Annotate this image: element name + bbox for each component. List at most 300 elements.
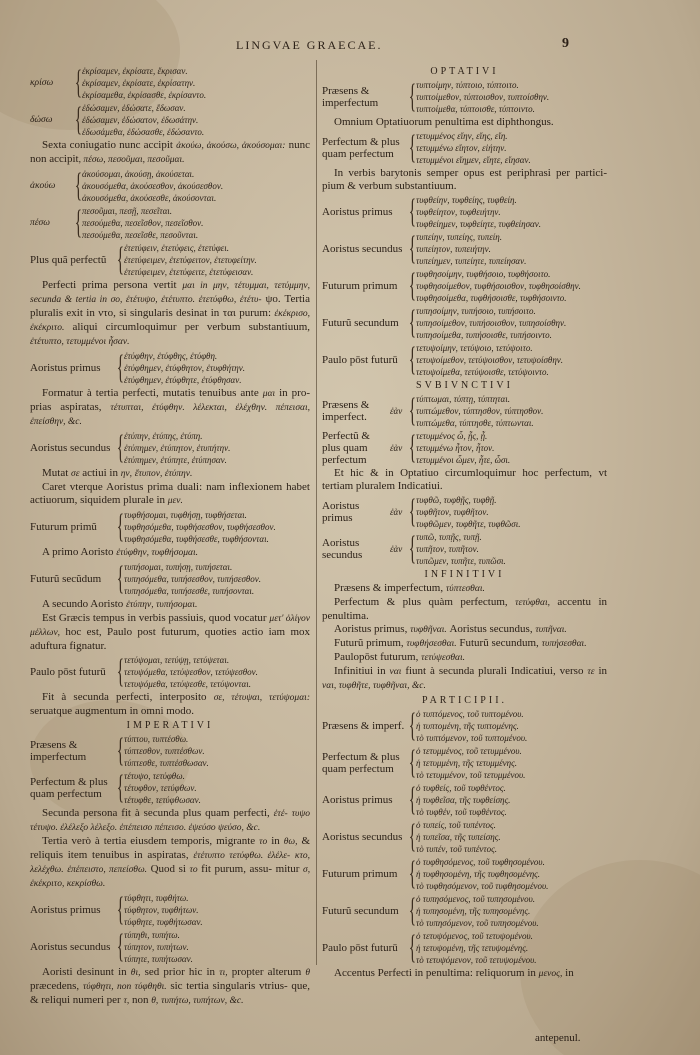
greek-text: τε [587, 667, 595, 677]
paradigm-label: Plus quã perfectũ [30, 254, 107, 266]
form-line: τυφθησόμεθα, τυφθήσεσθε, τυφθήσονται. [124, 534, 269, 544]
text: Perfectum & plus quàm perfectum, [334, 596, 508, 608]
text: Formatur à tertia perfecti, mutatis tenuibus ante [42, 387, 259, 399]
paradigm-forms [82, 168, 310, 204]
greek-text: το [189, 865, 198, 875]
text: prias aspiratas, [30, 401, 102, 413]
form-line: τύπτωμαι, τύπτῃ, τύπτηται. [416, 394, 510, 404]
form-line: ἡ τετυψομένη, τῆς τετυψομένης. [416, 943, 529, 953]
right-column [322, 64, 607, 981]
form-line: τὸ τυφθησόμενον, τοῦ τυφθησομένου. [416, 881, 549, 891]
text: In verbis barytonis semper opus est periphrasi per partici- [334, 167, 607, 179]
paragraph [30, 467, 310, 481]
text: Aoristus primus, [334, 623, 408, 635]
paradigm-label: Paulo pōst futurū [322, 354, 398, 366]
form-line: τυπείημεν, τυπείητε, τυπείησαν. [416, 256, 527, 266]
text: que, & reliqui numeri per [30, 980, 311, 1006]
form-line: ἐκρίσαμεν, ἐκρίσατε, ἐκρίσατην. [82, 78, 196, 88]
text: Futurũ secundum, [459, 637, 539, 649]
form-line: τυφθείημεν, τυφθείητε, τυφθείησαν. [416, 219, 542, 229]
form-line: τετυμμένος ὦ, ᾖς, ᾖ. [416, 431, 488, 441]
form-line: τυπῶμεν, τυπῆτε, τυπῶσι. [416, 556, 506, 566]
paradigm-imperative-aorist-1 [30, 892, 310, 928]
greek-text: ἐπείσθην, &c. [30, 417, 82, 427]
greek-text: secunda & tertia in σο, ἐτέτυψο, ἐτέτυπτο. ἐτετύφθω, ἐτέτυ- [30, 295, 262, 305]
form-line: τὸ τετυμμένον, τοῦ τετυμμένου. [416, 770, 526, 780]
paradigm-label: Præsens & imperfectum [322, 85, 379, 109]
text: in pro- [279, 387, 311, 399]
form-line: ἐδώσαμεν, ἐδώσατε, ἔδωσαν. [82, 103, 186, 113]
form-line: ἐτύφθην, ἐτύφθης, ἐτύφθη. [124, 351, 218, 361]
form-line: ἐκρίσαμεν, ἐκρίσατε, ἔκρισαν. [82, 66, 188, 76]
paragraph [30, 481, 310, 508]
form-line: τυφθείητον, τυφθειήτην. [416, 207, 501, 217]
greek-text: μαι in μην, τέτυμμαι, τετύμμην, [182, 281, 310, 291]
paradigm-forms [416, 930, 607, 966]
text: Est Græcis tempus in verbis passiuis, quod vocatur [42, 612, 267, 624]
form-line: τυπείητον, τυπειήτην. [416, 244, 491, 254]
form-line: τύπητε, τυπήτωσαν. [124, 954, 193, 964]
form-line: τέτυφθον, τετύφθων. [124, 783, 197, 793]
paradigm-forms [416, 79, 607, 115]
greek-text: ἐπέπειστο, πεπείσθω. [67, 865, 148, 875]
paradigm-optative-future-1 [322, 268, 607, 304]
paragraph [322, 967, 607, 981]
text: actiui in [82, 467, 118, 479]
paradigm-subjunctive-present [322, 393, 607, 429]
paradigm-optative-paulo-post [322, 342, 607, 378]
brace-icon: { [408, 267, 417, 304]
form-line: ἐτύφθημεν, ἐτύφθητον, ἐτυφθήτην. [124, 363, 245, 373]
particle-ean: ἐὰν [390, 443, 403, 453]
paradigm-forms [124, 892, 310, 928]
form-line: τετυψόμεθα, τετύψεσθον, τετύψεσθον. [124, 667, 258, 677]
text: Infinitiui in [334, 665, 386, 677]
brace-icon: { [408, 129, 417, 166]
paradigm-forms [416, 708, 607, 744]
greek-text: τυφθήσεσθαι. [406, 639, 457, 649]
paragraph [30, 691, 310, 718]
form-line: τυφθησοίμεθον, τυφθήσοισθον, τυφθησοίσθην. [416, 281, 581, 291]
text: & reliquis item tenuibus in aspiratas, [30, 835, 311, 861]
greek-text: θ, [151, 996, 159, 1006]
form-line: ἡ τυφθησομένη, τῆς τυφθησομένης. [416, 869, 541, 879]
form-line: ἐτύπημεν, ἐτύπητον, ἐτυπήτην. [124, 443, 231, 453]
brace-icon: { [408, 818, 417, 855]
paradigm-krino [30, 65, 310, 101]
text: non [132, 994, 149, 1006]
paradigm-imperative-aorist-2 [30, 929, 310, 965]
paradigm-optative-future-2 [322, 305, 607, 341]
paradigm-forms [416, 305, 607, 341]
text: fiunt à secunda plurali Indicatiui, verso [405, 665, 584, 677]
paradigm-forms [82, 65, 310, 101]
form-line: τὸ τυφθέν, τοῦ τυφθέντος. [416, 807, 507, 817]
brace-icon: { [116, 891, 125, 928]
form-line: πεσούμεθα, πεσεῖσθον, πεσεῖσθον. [82, 218, 204, 228]
paragraph [30, 139, 310, 167]
paradigm-label: Futurum primum [322, 280, 398, 292]
form-line: τυπῆτον, τυπῆτον. [416, 544, 479, 554]
brace-icon: { [408, 304, 417, 341]
paradigm-participle-aorist-2 [322, 819, 607, 855]
paradigm-future-2 [30, 561, 310, 597]
form-line: τύπτου, τυπτέσθω. [124, 734, 189, 744]
paradigm-label: Præsens & imperf. [322, 720, 405, 732]
brace-icon: { [116, 928, 125, 965]
paradigm-label: Perfectum & plus quam perfectum [322, 751, 400, 775]
paradigm-future-1 [30, 509, 310, 545]
form-line: τυφθῆτον, τυφθῆτον. [416, 507, 489, 517]
paragraph [30, 598, 310, 612]
paragraph [30, 279, 310, 349]
greek-text: ἐτύφθην, τυφθήσομαι. [116, 548, 198, 558]
paradigm-label: ἀκούω [30, 181, 56, 191]
paradigm-participle-present [322, 708, 607, 744]
text: Accentus Perfecti in penultima: reliquorum in [334, 967, 536, 979]
greek-text: σε [71, 469, 80, 479]
paradigm-optative-aorist-2 [322, 231, 607, 267]
brace-icon: { [116, 508, 125, 545]
particle-ean: ἐὰν [390, 507, 403, 517]
form-line: τὸ τυπέν, τοῦ τυπέντος. [416, 844, 497, 854]
form-line: ἐτετύφειμεν, ἐτετύφειτον, ἐτετυφείτην. [124, 255, 257, 265]
paradigm-peso [30, 205, 310, 241]
form-line: τυπτοίμην, τύπτοιο, τύπτοιτο. [416, 80, 519, 90]
greek-text: θ [305, 968, 311, 978]
paradigm-subjunctive-perfect [322, 430, 607, 466]
brace-icon: { [408, 493, 417, 530]
form-line: τετυμμένω εἴητον, εἰήτην. [416, 143, 507, 153]
form-line: τυπησοίμεθον, τυπήσοισθον, τυπησοίσθην. [416, 318, 567, 328]
brace-icon: { [408, 744, 417, 781]
form-line: τύφθητε, τυφθήτωσαν. [124, 917, 203, 927]
form-line: ἡ τυπησομένη, τῆς τυπησομένης. [416, 906, 531, 916]
form-line: τυπτοίμεθον, τύπτοισθον, τυπτοίσθην. [416, 92, 550, 102]
form-line: πεσούμεθα, πεσεῖσθε, πεσοῦνται. [82, 230, 199, 240]
brace-icon: { [116, 560, 125, 597]
text: tertiam pluralem Indicatiui. [322, 480, 443, 492]
page-number: 9 [562, 36, 569, 51]
text: A primo Aoristo [42, 546, 114, 558]
paradigm-label: Aoristus secundus [30, 941, 111, 953]
paradigm-subjunctive-aorist-2 [322, 531, 607, 567]
text: Fit à secunda perfecti, interposito [42, 691, 207, 703]
paradigm-forms [416, 494, 607, 530]
paradigm-label: Aoristus secundus [322, 243, 403, 255]
paradigm-label: Aoristus secundus [322, 831, 403, 843]
text: ντο, si singularis desinat in [98, 307, 220, 319]
paradigm-forms [82, 102, 310, 138]
paradigm-label: Futurũ secundum [322, 905, 399, 917]
text: Tertia verò à tertia eiusdem temporis, migrante [42, 835, 256, 847]
form-line: ἐτετύφειμεν, ἐτετύφειτε, ἐτετύφεισαν. [124, 267, 254, 277]
paradigm-forms [124, 929, 310, 965]
running-title: LINGVAE GRAECAE. [236, 38, 383, 52]
greek-text: μετ' ὀλίγον μέλλων, [30, 614, 311, 638]
form-line: τύπτεσθον, τυπτέσθων. [124, 746, 205, 756]
paradigm-akouo [30, 168, 310, 204]
paradigm-forms [416, 782, 607, 818]
page-header [0, 36, 700, 56]
form-line: τετυμμένοι εἴημεν, εἴητε, εἴησαν. [416, 155, 531, 165]
paradigm-forms [416, 856, 607, 892]
paradigm-imperative-perfect [30, 770, 310, 806]
column-divider [316, 60, 317, 965]
brace-icon: { [116, 769, 125, 806]
form-line: ἐκρίσαμεθα, ἐκρίσασθε, ἐκρίσαντο. [82, 90, 207, 100]
paradigm-forms [124, 654, 310, 690]
paradigm-forms [416, 231, 607, 267]
text: seruatque augmentum in omni modo. [30, 705, 195, 717]
brace-icon: { [408, 781, 417, 818]
form-line: τετύψομαι, τετύψῃ, τετύψεται. [124, 655, 230, 665]
form-line: τυπείην, τυπείης, τυπείη. [416, 232, 503, 242]
form-line: τυφθήσομαι, τυφθήσῃ, τυφθήσεται. [124, 510, 247, 520]
greek-text: τ, [123, 996, 130, 1006]
form-line: ἀκουσόμεθα, ἀκούσεσθε, ἀκούσονται. [82, 193, 217, 203]
brace-icon: { [408, 855, 417, 892]
text: Aoristus secundus, [449, 623, 533, 635]
form-line: τύπητον, τυπήτων. [124, 942, 189, 952]
greek-text: τυπήτω, τυπήτων, &c. [161, 996, 244, 1006]
paradigm-label: Futurũ secundum [322, 317, 399, 329]
paradigm-label: Aoristus secundus [322, 537, 363, 561]
text: Quod si [150, 863, 186, 875]
paradigm-forms [416, 268, 607, 304]
text: sic tertia singularis vtrius- [170, 980, 288, 992]
form-line: ἀκουσόμεθα, ἀκούσεσθον, ἀκούσεσθον. [82, 181, 224, 191]
paragraph [30, 966, 310, 1008]
text: propter alterum [231, 966, 302, 978]
paradigm-paulo-post [30, 654, 310, 690]
brace-icon: { [74, 101, 83, 138]
paradigm-participle-paulo-post [322, 930, 607, 966]
paragraph [30, 807, 310, 835]
form-line: τετυμμένω ἦτον, ἦτον. [416, 443, 495, 453]
brace-icon: { [408, 193, 417, 230]
greek-text: ἐτέτυπτο τετύφθω. ἐλέλε- [193, 851, 291, 861]
form-line: ἡ τετυμμένη, τῆς τετυμμένης. [416, 758, 518, 768]
brace-icon: { [116, 429, 125, 466]
paradigm-forms [124, 770, 310, 806]
paradigm-label: Paulo pōst futurū [322, 942, 398, 954]
form-line: ὁ τυφθησόμενος, τοῦ τυφθησομένου. [416, 857, 545, 867]
form-line: ὁ τυφθείς, τοῦ τυφθέντος. [416, 783, 506, 793]
paradigm-participle-aorist-1 [322, 782, 607, 818]
paradigm-label: Aoristus secundus [30, 442, 111, 454]
section-heading-infinitive: INFINITIVI [424, 569, 505, 580]
text: in [598, 665, 608, 677]
brace-icon: { [116, 732, 125, 769]
paradigm-label: Futurum primum [322, 868, 398, 880]
text: ψο. Tertia pluralis exit in [30, 293, 310, 319]
form-line: τυπήσομαι, τυπήσῃ, τυπήσεται. [124, 562, 233, 572]
form-line: ἐτύπην, ἐτύπης, ἐτύπη. [124, 431, 203, 441]
form-line: ὁ τυπτόμενος, τοῦ τυπτομένου. [416, 709, 524, 719]
paradigm-forms [124, 509, 310, 545]
text: in [565, 967, 574, 979]
paragraph [322, 637, 607, 651]
form-line: τέτυψο, τετύφθω. [124, 771, 185, 781]
paradigm-forms [416, 745, 607, 781]
form-line: τέτυφθε, τετύφθωσαν. [124, 795, 201, 805]
paradigm-aorist-2 [30, 430, 310, 466]
section-heading-optative: OPTATIVI [430, 66, 499, 77]
paradigm-label: Futurũ secũdum [30, 573, 102, 585]
greek-text: μεν. [167, 496, 183, 506]
form-line: τυπτώμεθα, τύπτησθε, τύπτωνται. [416, 418, 534, 428]
text: pium & verbum substantiuum. [322, 180, 457, 192]
paragraph [322, 665, 607, 693]
paradigm-forms [124, 350, 310, 386]
form-line: τετυψοίμην, τετύψοιο, τετύψοιτο. [416, 343, 533, 353]
form-line: τετυψοίμεθα, τετύψοισθε, τετύψοιντο. [416, 367, 549, 377]
greek-text: τέτυπται, ἐτύφθην. λέλεκται, ἐλέχθην. πέπεισαι, [110, 403, 311, 413]
paradigm-participle-perfect [322, 745, 607, 781]
text: aliqui circumloquimur per verbum [72, 321, 241, 333]
brace-icon: { [408, 341, 417, 378]
paragraph: Omnium Optatiuorum penultima est diphthongus. [334, 116, 554, 128]
paradigm-forms [416, 893, 607, 929]
greek-text: θι, [130, 968, 141, 978]
form-line: τετυμμένος εἴην, εἴης, εἴη. [416, 131, 508, 141]
text: sed prior hic in [144, 966, 216, 978]
greek-text: τετύψεσθαι. [421, 653, 465, 663]
form-line: πεσοῦμαι, πεσῇ, πεσεῖται. [82, 206, 173, 216]
paradigm-label: Aoristus primus [322, 500, 360, 524]
form-line: ὁ τυπησόμενος, τοῦ τυπησομένου. [416, 894, 536, 904]
form-line: τὸ τυπτόμενον, τοῦ τυπτομένου. [416, 733, 528, 743]
paradigm-forms [416, 194, 607, 230]
form-line: ἐτύφθημεν, ἐτύφθητε, ἐτύφθησαν. [124, 375, 242, 385]
greek-text: σε, τέτυψαι, τετύψομαι: [213, 693, 310, 703]
greek-text: ἐτέτυπτο, τετυμμένοι ἦσαν. [30, 337, 130, 347]
greek-text: τυπῆναι. [535, 625, 567, 635]
paradigm-optative-present [322, 79, 607, 115]
paradigm-forms [416, 342, 607, 378]
text: Præsens & imperfectum, [334, 582, 444, 594]
greek-text: κτο, λελέχθω. [30, 851, 311, 875]
greek-text: μενος, [538, 969, 563, 979]
form-line: τυπτώμεθον, τύπτησθον, τύπτησθον. [416, 406, 544, 416]
form-line: τὸ τυπησόμενον, τοῦ τυπησομένου. [416, 918, 539, 928]
greek-text: ἐκέκριτο, κεκρίσθω. [30, 879, 106, 889]
form-line: τυφθῶμεν, τυφθῆτε, τυφθῶσι. [416, 519, 521, 529]
catchword: antepenul. [535, 1032, 581, 1044]
paradigm-imperative-present [30, 733, 310, 769]
paradigm-label: Præsens & imperfect. [322, 399, 370, 423]
greek-text: ἐτύπην, τυπήσομαι. [126, 600, 198, 610]
paradigm-label: Perfectum & plus quam perfectum [322, 136, 400, 160]
particle-ean: ἐὰν [390, 544, 403, 554]
text: penultima. [322, 610, 369, 622]
brace-icon: { [408, 78, 417, 115]
greek-text: το [259, 837, 268, 847]
paradigm-label: Aoristus primus [30, 904, 101, 916]
paragraph [322, 623, 607, 637]
left-column [30, 64, 310, 1008]
form-line: ἐτετύφειν, ἐτετύφεις, ἐτετύφει. [124, 243, 229, 253]
text: Futurũ primum, [334, 637, 404, 649]
paradigm-forms [124, 430, 310, 466]
brace-icon: { [408, 429, 417, 466]
paragraph [322, 596, 607, 623]
paragraph [322, 651, 607, 665]
paragraph [30, 835, 310, 891]
brace-icon: { [408, 929, 417, 966]
form-line: ἡ τυπτομένη, τῆς τυπτομένης. [416, 721, 519, 731]
text: Mutat [42, 467, 69, 479]
paradigm-label: πέσω [30, 218, 50, 228]
form-line: τυφθῶ, τυφθῇς, τυφθῇ. [416, 495, 497, 505]
paradigm-label: Præsens & imperfectum [30, 739, 87, 763]
paradigm-label: δώσω [30, 115, 53, 125]
form-line: τυφθησοίμην, τυφθήσοιο, τυφθήσοιτο. [416, 269, 551, 279]
paradigm-plusquamperfect [30, 242, 310, 278]
form-line: τὸ τετυψόμενον, τοῦ τετυψομένου. [416, 955, 537, 965]
text: hoc est, Paulo post futurum, quoties actio iam mox aduftura fignatur. [30, 626, 311, 652]
brace-icon: { [116, 241, 125, 278]
greek-text: ἔτυπον, ἐτύπην. [134, 469, 193, 479]
form-line: ὁ τετυμμένος, τοῦ τετυμμένου. [416, 746, 522, 756]
form-line: τυπῶ, τυπῇς, τυπῇ. [416, 532, 482, 542]
section-heading-imperative: IMPERATIVI [126, 720, 214, 731]
brace-icon: { [74, 204, 83, 241]
paradigm-forms [124, 561, 310, 597]
brace-icon: { [116, 653, 125, 690]
particle-ean: ἐὰν [390, 406, 403, 416]
greek-text: θω, [283, 837, 298, 847]
paradigm-participle-future-2 [322, 893, 607, 929]
text: Sexta coniugatio nunc accipit [42, 139, 173, 151]
paradigm-label: Aoristus primus [322, 794, 393, 806]
paradigm-label: κρίσω [30, 78, 54, 88]
section-heading-participle: PARTICIPII. [421, 695, 508, 706]
paragraph [322, 167, 607, 193]
text: substantiuum, [248, 321, 311, 333]
text: fit purum, assu- [201, 863, 273, 875]
form-line: τύπτεσθε, τυπτέσθωσαν. [124, 758, 209, 768]
paradigm-label: Futurum primũ [30, 521, 97, 533]
form-line: τυφθησοίμεθα, τυφθήσοισθε, τυφθήσοιντο. [416, 293, 567, 303]
form-line: τυπησοίμεθα, τυπήσοισθε, τυπήσοιντο. [416, 330, 552, 340]
text: Et hic & in Optatiuo circumloquimur hoc perfectum, vt [334, 467, 607, 479]
paradigm-label: Perfectũ & plus quam perfectum [322, 430, 370, 466]
paragraph [322, 582, 607, 596]
form-line: ἐδωσάμεθα, ἐδώσασθε, ἐδώσαντο. [82, 127, 205, 137]
paradigm-forms [416, 531, 607, 567]
paradigm-forms [82, 205, 310, 241]
greek-text: ἐτέ- [273, 809, 288, 819]
form-line: τυφθείην, τυφθείης, τυφθείη. [416, 195, 517, 205]
form-line: τετυμμένοι ὦμεν, ἦτε, ὦσι. [416, 455, 511, 465]
greek-text: τυφθῆναι. [410, 625, 447, 635]
text: Secunda persona fit à secunda plus quam perfecti, [42, 807, 270, 819]
greek-text: τι, [219, 968, 228, 978]
form-line: ὁ τυπείς, τοῦ τυπέντος. [416, 820, 496, 830]
text: Caret vterque Aoristus prima duali: nam inflexionem habet actiuorum, siquidem plurale in [30, 481, 310, 506]
paradigm-label: Aoristus primus [30, 362, 101, 374]
form-line: τύφθητι, τυφθήτω. [124, 893, 189, 903]
greek-text: τύπτεσθαι. [445, 584, 485, 594]
paradigm-label: Aoristus primus [322, 206, 393, 218]
paradigm-label: Perfectum & plus quam perfectum [30, 776, 108, 800]
greek-text: τυψο τέτυψο. ἐλέλεξο λέλεξο. ἐπέπεισο πέπεισο. ἐψεύσο ψεύσο, &c. [30, 809, 311, 833]
paradigm-forms [416, 393, 607, 429]
text: Perfecti prima persona vertit [42, 279, 177, 291]
greek-text: , πέσω, πεσοῦμαι, πεσοῦμαι. [78, 155, 185, 165]
